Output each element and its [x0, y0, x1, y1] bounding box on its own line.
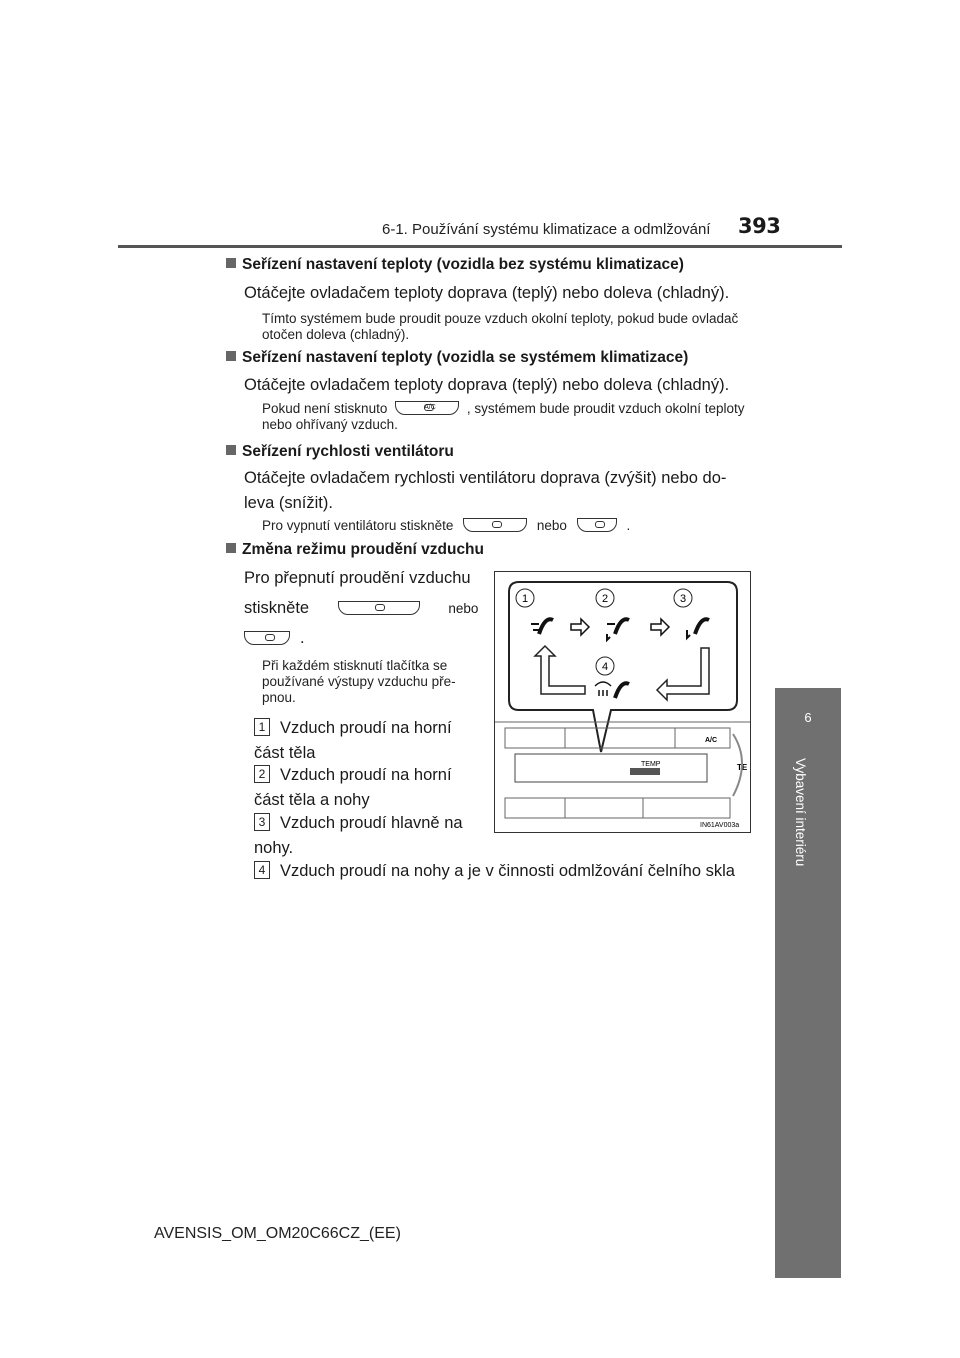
panel-te-label: TE	[737, 763, 748, 772]
heading-text: Seřízení rychlosti ventilátoru	[242, 443, 454, 460]
callout-1-label: 1	[521, 593, 529, 605]
loop-arrow-up-icon	[535, 646, 585, 694]
fan-off-button-icon	[463, 518, 527, 532]
list-number: 4	[254, 861, 270, 879]
list-number: 2	[254, 765, 270, 783]
heading-text: Změna režimu proudění vzduchu	[242, 541, 484, 558]
chapter-title	[786, 758, 814, 878]
section-body-2: Otáčejte ovladačem teploty doprava (teplý) nebo doleva (chladný).	[244, 376, 730, 394]
chapter-number: 6	[804, 709, 812, 725]
bi-level-mode-icon	[615, 619, 629, 634]
note-text: , systémem bude proudit vzduch okolní teploty nebo ohřívaný vzduch.	[262, 401, 745, 432]
square-bullet-icon	[226, 445, 236, 455]
mode-button-icon	[338, 601, 420, 615]
ac-button-icon	[395, 401, 459, 415]
airflow-mode-diagram	[495, 572, 750, 832]
section-note-1: Tímto systémem bude proudit pouze vzduch okolní teploty, pokud bude ovladač otočen doleva (chladný).	[262, 311, 739, 342]
face-mode-icon	[539, 619, 553, 634]
body-text: .	[300, 629, 305, 647]
arrow-right-icon	[571, 619, 589, 635]
square-bullet-icon	[226, 258, 236, 268]
arrow-right-icon	[651, 619, 669, 635]
list-text: Vzduch proudí hlavně na nohy.	[254, 814, 463, 857]
section-body-4-line3	[244, 626, 305, 651]
section-heading-1	[226, 256, 684, 274]
section-body-1: Otáčejte ovladačem teploty doprava (teplý) nebo doleva (chladný).	[244, 284, 730, 302]
section-body-4-line2	[244, 596, 480, 621]
panel-ac-label: A/C	[705, 737, 718, 744]
note-text: Pro vypnutí ventilátoru stiskněte	[262, 518, 454, 533]
list-item	[254, 859, 754, 884]
body-text: nebo	[448, 601, 479, 616]
list-text: Vzduch proudí na horní část těla	[254, 719, 452, 762]
note-text: Pokud není stisknuto	[262, 401, 388, 416]
list-item	[254, 811, 480, 861]
section-heading-4	[226, 541, 484, 559]
callout-3-label: 3	[679, 593, 687, 605]
page-number: 393	[738, 214, 781, 238]
heading-text: Seřízení nastavení teploty (vozidla se systémem klimatizace)	[242, 349, 689, 366]
section-body-4-line1: Pro přepnutí proudění vzduchu	[244, 569, 471, 587]
section-heading-3	[226, 443, 454, 461]
heading-text: Seřízení nastavení teploty (vozidla bez systému klimatizace)	[242, 256, 684, 273]
header-divider	[118, 245, 842, 248]
chapter-tab	[775, 688, 841, 746]
figure-code: IN61AV003a	[700, 822, 740, 829]
list-text: Vzduch proudí na nohy a je v činnosti odmlžování čelního skla	[280, 862, 735, 880]
section-heading-2	[226, 349, 688, 367]
list-number: 1	[254, 718, 270, 736]
document-id: AVENSIS_OM_OM20C66CZ_(EE)	[154, 1225, 401, 1242]
mode-button-alt-icon	[244, 631, 290, 645]
section-note-3	[262, 518, 748, 534]
panel-temp-label: TEMP	[641, 761, 661, 768]
section-title: 6-1. Používání systému klimatizace a odmlžování	[382, 221, 711, 238]
section-note-2	[262, 401, 748, 433]
list-text: Vzduch proudí na horní část těla a nohy	[254, 766, 452, 809]
note-text: nebo	[536, 518, 567, 533]
section-note-4: Při každém stisknutí tlačítka se používané výstupy vzduchu pře-pnou.	[262, 658, 456, 705]
fan-off-button-alt-icon	[577, 518, 617, 532]
loop-arrow-left-icon	[657, 648, 709, 700]
body-text: stiskněte	[244, 599, 310, 617]
foot-defog-mode-icon	[615, 683, 629, 698]
square-bullet-icon	[226, 543, 236, 553]
square-bullet-icon	[226, 351, 236, 361]
callout-4-label: 4	[601, 661, 609, 673]
chapter-title-text: Vybavení interiéru	[793, 758, 808, 867]
foot-mode-icon	[695, 619, 709, 634]
callout-2-label: 2	[601, 593, 609, 605]
section-body-3: Otáčejte ovladačem rychlosti ventilátoru doprava (zvýšit) nebo do-leva (snížit).	[244, 469, 727, 512]
ac-button-label: A/C	[424, 404, 436, 411]
list-item	[254, 763, 480, 813]
list-item	[254, 716, 480, 766]
list-number: 3	[254, 813, 270, 831]
airflow-mode-figure	[494, 571, 751, 833]
note-text: .	[626, 518, 631, 533]
